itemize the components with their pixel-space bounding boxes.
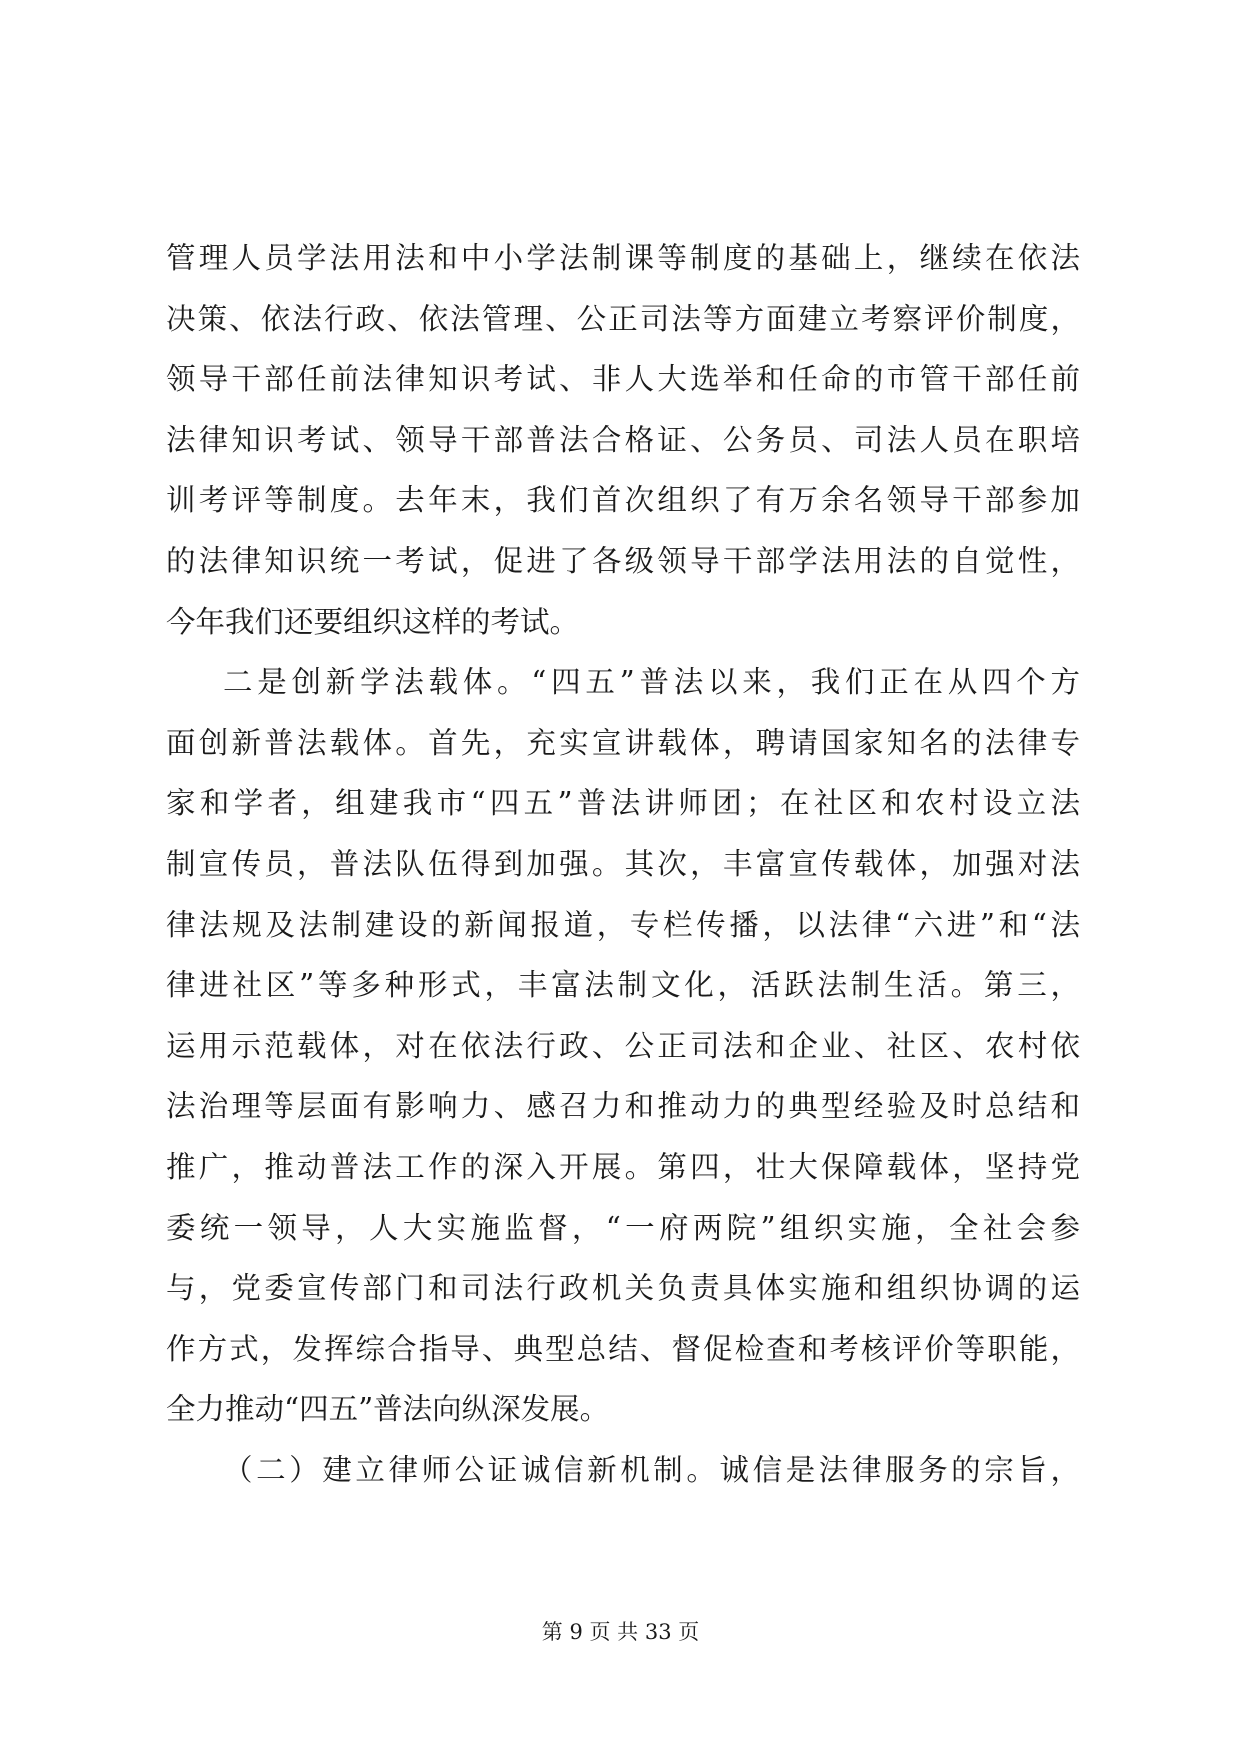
- text-line: 面创新普法载体。首先，充实宣讲载体，聘请国家知名的法律专: [166, 725, 1080, 760]
- text-line: 法律知识考试、领导干部普法合格证、公务员、司法人员在职培: [166, 422, 1080, 457]
- text-line: （二）建立律师公证诚信新机制。诚信是法律服务的宗旨，: [223, 1452, 1080, 1487]
- text-line: 推广，推动普法工作的深入开展。第四，壮大保障载体，坚持党: [166, 1149, 1080, 1184]
- text-line: 的法律知识统一考试，促进了各级领导干部学法用法的自觉性，: [166, 543, 1080, 578]
- text-line: 与，党委宣传部门和司法行政机关负责具体实施和组织协调的运: [166, 1271, 1080, 1306]
- text-line: 法治理等层面有影响力、感召力和推动力的典型经验及时总结和: [166, 1089, 1080, 1124]
- text-line: 委统一领导，人大实施监督，“一府两院”组织实施，全社会参: [166, 1210, 1080, 1245]
- text-line: 二是创新学法载体。“四五”普法以来，我们正在从四个方: [223, 665, 1080, 700]
- text-line: 律法规及法制建设的新闻报道，专栏传播，以法律“六进”和“法: [166, 907, 1080, 942]
- text-line: 全力推动“四五”普法向纵深发展。: [166, 1392, 610, 1427]
- text-line: 作方式，发挥综合指导、典型总结、督促检查和考核评价等职能，: [166, 1331, 1080, 1366]
- text-line: 管理人员学法用法和中小学法制课等制度的基础上，继续在依法: [166, 241, 1080, 275]
- page-number-footer: 第 9 页 共 33 页: [541, 1620, 700, 1644]
- document-body: [166, 228, 1080, 1500]
- text-line: 家和学者，组建我市“四五”普法讲师团；在社区和农村设立法: [166, 786, 1080, 821]
- text-line: 训考评等制度。去年末，我们首次组织了有万余名领导干部参加: [166, 483, 1080, 518]
- text-line: 律进社区”等多种形式，丰富法制文化，活跃法制生活。第三，: [166, 968, 1080, 1003]
- text-line: 今年我们还要组织这样的考试。: [166, 604, 580, 639]
- text-line: 决策、依法行政、依法管理、公正司法等方面建立考察评价制度，: [166, 301, 1080, 336]
- text-line: 运用示范载体，对在依法行政、公正司法和企业、社区、农村依: [166, 1028, 1080, 1063]
- text-line: 制宣传员，普法队伍得到加强。其次，丰富宣传载体，加强对法: [166, 846, 1080, 881]
- text-line: 领导干部任前法律知识考试、非人大选举和任命的市管干部任前: [166, 362, 1080, 397]
